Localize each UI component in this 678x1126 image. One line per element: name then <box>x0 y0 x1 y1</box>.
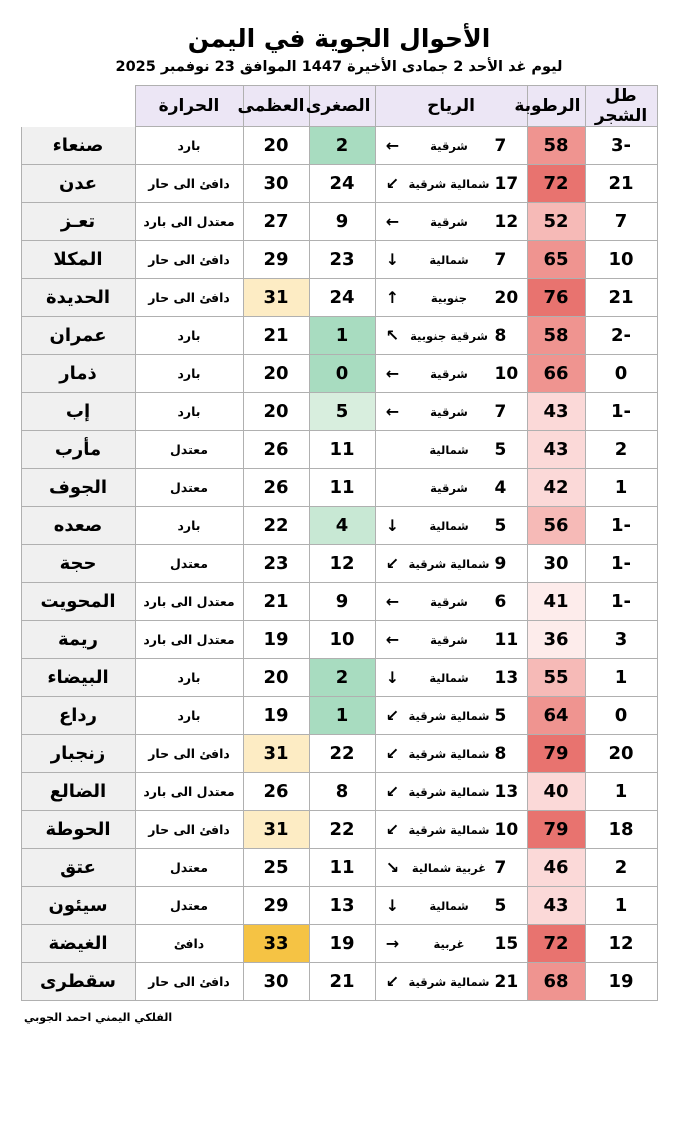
cell-condition: بارد <box>135 659 243 697</box>
wind-direction-label: غربية شمالية <box>411 860 487 875</box>
wind-direction-label: شرقية <box>430 138 468 153</box>
cell-wind <box>375 849 527 887</box>
cell-wind <box>375 545 527 583</box>
cell-dew: 1 <box>585 773 657 811</box>
cell-dew: 2 <box>585 849 657 887</box>
wind-speed: 7 <box>494 249 507 270</box>
cell-city: حجة <box>21 545 135 583</box>
wind-direction-arrow-icon: ↑ <box>385 287 400 307</box>
cell-condition: دافئ الى حار <box>135 811 243 849</box>
column-header-min-temp: الصغرى <box>309 86 375 127</box>
table-row <box>21 165 657 203</box>
table-row <box>21 431 657 469</box>
cell-max-temp: 26 <box>243 431 309 469</box>
wind-direction-arrow-icon: ↓ <box>385 515 400 535</box>
cell-min-temp: 21 <box>309 963 375 1001</box>
wind-speed: 10 <box>494 363 519 384</box>
cell-dew: -2 <box>585 317 657 355</box>
cell-wind <box>375 203 527 241</box>
cell-wind <box>375 811 527 849</box>
wind-direction-arrow-icon: ← <box>385 629 400 649</box>
wind-direction-label: شمالية <box>429 518 469 533</box>
cell-max-temp: 20 <box>243 659 309 697</box>
cell-max-temp: 26 <box>243 773 309 811</box>
wind-direction-arrow-icon: ← <box>385 211 400 231</box>
wind-speed: 6 <box>494 591 507 612</box>
cell-min-temp: 5 <box>309 393 375 431</box>
cell-max-temp: 31 <box>243 279 309 317</box>
wind-direction-label: شرقية <box>430 480 468 495</box>
cell-city: عدن <box>21 165 135 203</box>
wind-direction-arrow-icon: ↙ <box>385 781 400 801</box>
cell-wind <box>375 583 527 621</box>
table-row <box>21 355 657 393</box>
cell-condition: بارد <box>135 317 243 355</box>
column-header-temperature: الحرارة <box>135 86 243 127</box>
cell-wind <box>375 431 527 469</box>
cell-min-temp: 2 <box>309 127 375 165</box>
cell-max-temp: 33 <box>243 925 309 963</box>
cell-condition: بارد <box>135 393 243 431</box>
cell-dew: -3 <box>585 127 657 165</box>
cell-max-temp: 21 <box>243 317 309 355</box>
table-body <box>21 127 657 1001</box>
cell-dew: 0 <box>585 697 657 735</box>
wind-direction-label: جنوبية <box>430 290 468 305</box>
wind-direction-label: شمالية شرقية <box>408 822 490 837</box>
cell-wind <box>375 241 527 279</box>
cell-city: صنعاء <box>21 127 135 165</box>
wind-direction-label: شرقية <box>430 404 468 419</box>
table-row <box>21 203 657 241</box>
table-row <box>21 925 657 963</box>
cell-dew: 0 <box>585 355 657 393</box>
wind-speed: 7 <box>494 135 507 156</box>
cell-min-temp: 12 <box>309 545 375 583</box>
cell-city: الحوطة <box>21 811 135 849</box>
cell-min-temp: 24 <box>309 279 375 317</box>
cell-min-temp: 0 <box>309 355 375 393</box>
cell-dew: 19 <box>585 963 657 1001</box>
cell-city: سيئون <box>21 887 135 925</box>
wind-direction-label: شمالية <box>429 442 469 457</box>
cell-max-temp: 26 <box>243 469 309 507</box>
cell-min-temp: 1 <box>309 697 375 735</box>
cell-max-temp: 22 <box>243 507 309 545</box>
cell-condition: معتدل <box>135 431 243 469</box>
wind-direction-arrow-icon: → <box>385 933 400 953</box>
cell-wind <box>375 659 527 697</box>
wind-speed: 10 <box>494 819 519 840</box>
cell-humidity: 36 <box>527 621 585 659</box>
table-row <box>21 127 657 165</box>
cell-condition: دافئ الى حار <box>135 279 243 317</box>
cell-min-temp: 19 <box>309 925 375 963</box>
cell-humidity: 72 <box>527 165 585 203</box>
wind-speed: 8 <box>494 325 507 346</box>
cell-condition: دافئ الى حار <box>135 735 243 773</box>
cell-min-temp: 1 <box>309 317 375 355</box>
cell-max-temp: 20 <box>243 355 309 393</box>
cell-min-temp: 8 <box>309 773 375 811</box>
wind-direction-arrow-icon: ↙ <box>385 743 400 763</box>
wind-direction-arrow-icon: ← <box>385 363 400 383</box>
cell-condition: دافئ الى حار <box>135 241 243 279</box>
wind-direction-label: شرقية <box>430 632 468 647</box>
cell-humidity: 58 <box>527 317 585 355</box>
cell-min-temp: 10 <box>309 621 375 659</box>
cell-city: صعده <box>21 507 135 545</box>
cell-condition: دافئ الى حار <box>135 165 243 203</box>
cell-wind <box>375 165 527 203</box>
wind-speed: 5 <box>494 705 507 726</box>
cell-min-temp: 13 <box>309 887 375 925</box>
cell-min-temp: 11 <box>309 849 375 887</box>
cell-max-temp: 30 <box>243 963 309 1001</box>
wind-direction-arrow-icon: ↙ <box>385 705 400 725</box>
table-header <box>21 86 657 127</box>
cell-city: البيضاء <box>21 659 135 697</box>
cell-city: الضالع <box>21 773 135 811</box>
cell-min-temp: 11 <box>309 431 375 469</box>
wind-speed: 5 <box>494 895 507 916</box>
column-header-wind: الرياح <box>375 86 527 127</box>
wind-direction-arrow-icon: ↙ <box>385 971 400 991</box>
wind-direction-label: شرقية جنوبية <box>410 328 488 343</box>
table-row <box>21 697 657 735</box>
cell-city: الجوف <box>21 469 135 507</box>
cell-wind <box>375 355 527 393</box>
wind-speed: 15 <box>494 933 519 954</box>
cell-city: مأرب <box>21 431 135 469</box>
cell-condition: بارد <box>135 355 243 393</box>
wind-direction-label: شمالية شرقية <box>408 556 490 571</box>
wind-direction-arrow-icon: ↙ <box>385 819 400 839</box>
column-header-max-temp: العظمى <box>243 86 309 127</box>
wind-speed: 7 <box>494 857 507 878</box>
cell-city: سقطرى <box>21 963 135 1001</box>
cell-dew: 21 <box>585 279 657 317</box>
cell-wind <box>375 393 527 431</box>
cell-wind <box>375 469 527 507</box>
cell-wind <box>375 925 527 963</box>
cell-max-temp: 20 <box>243 393 309 431</box>
wind-direction-arrow-icon: ← <box>385 591 400 611</box>
cell-max-temp: 21 <box>243 583 309 621</box>
wind-direction-label: شمالية شرقية <box>408 974 490 989</box>
wind-speed: 5 <box>494 439 507 460</box>
cell-humidity: 68 <box>527 963 585 1001</box>
cell-humidity: 40 <box>527 773 585 811</box>
cell-max-temp: 31 <box>243 811 309 849</box>
cell-city: زنجبار <box>21 735 135 773</box>
cell-condition: معتدل <box>135 545 243 583</box>
wind-direction-label: شرقية <box>430 366 468 381</box>
cell-dew: -1 <box>585 545 657 583</box>
cell-wind <box>375 127 527 165</box>
table-row <box>21 659 657 697</box>
cell-min-temp: 23 <box>309 241 375 279</box>
table-row <box>21 887 657 925</box>
cell-city: عمران <box>21 317 135 355</box>
cell-humidity: 43 <box>527 887 585 925</box>
cell-condition: معتدل الى بارد <box>135 621 243 659</box>
cell-dew: -1 <box>585 393 657 431</box>
wind-direction-label: شمالية <box>429 252 469 267</box>
wind-direction-arrow-icon: ← <box>385 401 400 421</box>
cell-wind <box>375 621 527 659</box>
cell-city: إب <box>21 393 135 431</box>
cell-humidity: 72 <box>527 925 585 963</box>
cell-dew: 3 <box>585 621 657 659</box>
cell-condition: بارد <box>135 697 243 735</box>
cell-dew: -1 <box>585 507 657 545</box>
cell-dew: 1 <box>585 659 657 697</box>
cell-dew: 1 <box>585 469 657 507</box>
wind-speed: 21 <box>494 971 519 992</box>
wind-direction-arrow-icon: ← <box>385 135 400 155</box>
page-title: الأحوال الجوية في اليمن <box>187 24 491 53</box>
cell-wind <box>375 963 527 1001</box>
wind-speed: 4 <box>494 477 507 498</box>
cell-dew: 1 <box>585 887 657 925</box>
cell-condition: بارد <box>135 507 243 545</box>
cell-condition: دافئ الى حار <box>135 963 243 1001</box>
cell-condition: بارد <box>135 127 243 165</box>
table-row <box>21 963 657 1001</box>
cell-max-temp: 29 <box>243 241 309 279</box>
table-row <box>21 811 657 849</box>
cell-city: ريمة <box>21 621 135 659</box>
cell-max-temp: 30 <box>243 165 309 203</box>
table-row <box>21 279 657 317</box>
wind-direction-arrow-icon: ↓ <box>385 895 400 915</box>
cell-city: الحديدة <box>21 279 135 317</box>
wind-direction-arrow-icon: ↓ <box>385 249 400 269</box>
cell-city: الغيضة <box>21 925 135 963</box>
cell-dew: 10 <box>585 241 657 279</box>
wind-speed: 13 <box>494 667 519 688</box>
wind-direction-label: شرقية <box>430 594 468 609</box>
cell-humidity: 65 <box>527 241 585 279</box>
cell-dew: 18 <box>585 811 657 849</box>
page-subtitle: ليوم غد الأحد 2 جمادى الأخيرة 1447 الموافق 23 نوفمبر 2025 <box>115 59 563 75</box>
cell-max-temp: 27 <box>243 203 309 241</box>
cell-humidity: 43 <box>527 431 585 469</box>
cell-humidity: 79 <box>527 735 585 773</box>
table-row <box>21 735 657 773</box>
cell-city: المكلا <box>21 241 135 279</box>
cell-humidity: 41 <box>527 583 585 621</box>
table-row <box>21 621 657 659</box>
cell-max-temp: 25 <box>243 849 309 887</box>
wind-speed: 7 <box>494 401 507 422</box>
cell-min-temp: 9 <box>309 583 375 621</box>
cell-wind <box>375 735 527 773</box>
wind-direction-label: غربية <box>433 936 465 951</box>
weather-table <box>21 85 658 1001</box>
table-row <box>21 507 657 545</box>
cell-max-temp: 23 <box>243 545 309 583</box>
cell-humidity: 43 <box>527 393 585 431</box>
column-header-dew: طل الشجر <box>585 86 657 127</box>
wind-direction-label: شمالية شرقية <box>408 176 490 191</box>
cell-city: المحويت <box>21 583 135 621</box>
table-row <box>21 241 657 279</box>
wind-direction-arrow-icon: ↙ <box>385 173 400 193</box>
wind-direction-label: شرقية <box>430 214 468 229</box>
cell-min-temp: 22 <box>309 811 375 849</box>
cell-max-temp: 19 <box>243 621 309 659</box>
cell-humidity: 30 <box>527 545 585 583</box>
wind-speed: 5 <box>494 515 507 536</box>
wind-direction-arrow-icon: ↙ <box>385 553 400 573</box>
cell-min-temp: 9 <box>309 203 375 241</box>
cell-min-temp: 24 <box>309 165 375 203</box>
column-header-humidity: الرطوبة <box>527 86 585 127</box>
wind-speed: 8 <box>494 743 507 764</box>
cell-city: تعـز <box>21 203 135 241</box>
cell-dew: 7 <box>585 203 657 241</box>
wind-direction-label: شمالية شرقية <box>408 746 490 761</box>
wind-speed: 13 <box>494 781 519 802</box>
cell-dew: -1 <box>585 583 657 621</box>
cell-city: رداع <box>21 697 135 735</box>
wind-direction-arrow-icon: ↓ <box>385 667 400 687</box>
wind-speed: 11 <box>494 629 519 650</box>
cell-dew: 2 <box>585 431 657 469</box>
cell-max-temp: 29 <box>243 887 309 925</box>
cell-humidity: 52 <box>527 203 585 241</box>
cell-max-temp: 31 <box>243 735 309 773</box>
cell-humidity: 58 <box>527 127 585 165</box>
wind-speed: 9 <box>494 553 507 574</box>
table-row <box>21 393 657 431</box>
cell-wind <box>375 697 527 735</box>
cell-min-temp: 2 <box>309 659 375 697</box>
cell-humidity: 56 <box>527 507 585 545</box>
column-header-city <box>21 86 135 127</box>
cell-humidity: 55 <box>527 659 585 697</box>
wind-direction-label: شمالية شرقية <box>408 708 490 723</box>
wind-speed: 12 <box>494 211 519 232</box>
header-row <box>21 86 657 127</box>
table-row <box>21 469 657 507</box>
cell-condition: دافئ <box>135 925 243 963</box>
cell-wind <box>375 279 527 317</box>
cell-wind <box>375 317 527 355</box>
cell-humidity: 66 <box>527 355 585 393</box>
cell-condition: معتدل <box>135 887 243 925</box>
cell-condition: معتدل <box>135 469 243 507</box>
wind-direction-arrow-icon: ↖ <box>385 325 400 345</box>
table-row <box>21 583 657 621</box>
cell-dew: 20 <box>585 735 657 773</box>
wind-direction-label: شمالية <box>429 898 469 913</box>
cell-min-temp: 22 <box>309 735 375 773</box>
cell-min-temp: 11 <box>309 469 375 507</box>
cell-humidity: 64 <box>527 697 585 735</box>
table-row <box>21 849 657 887</box>
wind-speed: 17 <box>494 173 519 194</box>
cell-wind <box>375 773 527 811</box>
table-row <box>21 545 657 583</box>
wind-speed: 20 <box>494 287 519 308</box>
cell-humidity: 46 <box>527 849 585 887</box>
wind-direction-label: شمالية <box>429 670 469 685</box>
cell-dew: 21 <box>585 165 657 203</box>
cell-dew: 12 <box>585 925 657 963</box>
cell-humidity: 76 <box>527 279 585 317</box>
cell-wind <box>375 887 527 925</box>
cell-condition: معتدل <box>135 849 243 887</box>
cell-city: ذمار <box>21 355 135 393</box>
wind-direction-label: شمالية شرقية <box>408 784 490 799</box>
cell-min-temp: 4 <box>309 507 375 545</box>
cell-humidity: 79 <box>527 811 585 849</box>
table-row <box>21 773 657 811</box>
cell-condition: معتدل الى بارد <box>135 203 243 241</box>
cell-city: عتق <box>21 849 135 887</box>
cell-humidity: 42 <box>527 469 585 507</box>
cell-condition: معتدل الى بارد <box>135 583 243 621</box>
cell-max-temp: 19 <box>243 697 309 735</box>
footer-credit: الفلكي اليمني احمد الجوبي <box>24 1011 173 1024</box>
cell-condition: معتدل الى بارد <box>135 773 243 811</box>
wind-direction-arrow-icon: ↘ <box>385 857 400 877</box>
cell-wind <box>375 507 527 545</box>
table-row <box>21 317 657 355</box>
cell-max-temp: 20 <box>243 127 309 165</box>
